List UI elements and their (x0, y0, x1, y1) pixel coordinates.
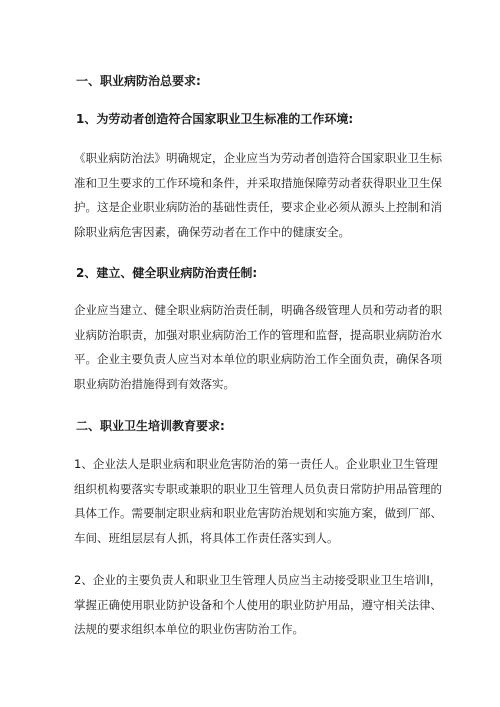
paragraph-line: 企业应当建立、健全职业病防治责任制，明确各级管理人员和劳动者的职 (74, 303, 442, 317)
section-1-item-2-paragraph (74, 298, 442, 396)
section-2-heading: 二、职业卫生培训教育要求: (76, 419, 225, 433)
section-1-item-2-heading: 2、建立、健全职业病防治责任制: (76, 266, 258, 280)
paragraph-line: 护。这是企业职业病防治的基础性责任，要求企业必须从源头上控制和消 (74, 200, 442, 214)
paragraph-line: 2、企业的主要负责人和职业卫生管理人员应当主动接受职业卫生培训I， (74, 573, 442, 587)
section-1-heading: 一、职业病防治总要求: (76, 74, 201, 88)
section-1-item-1-paragraph (74, 146, 442, 244)
paragraph-line: 业病防治职责，加强对职业病防治工作的管理和监督，提高职业病防治水 (74, 327, 442, 342)
paragraph-line: 平。企业主要负责人应当对本单位的职业病防治工作全面负责，确保各项 (74, 352, 442, 366)
paragraph-line: 1、企业法人是职业病和职业危害防治的第一责任人。企业职业卫生管理 (74, 457, 438, 471)
paragraph-line: 除职业病危害因素，确保劳动者在工作中的健康安全。 (74, 224, 350, 239)
section-2-item-2-paragraph (74, 568, 442, 642)
paragraph-line: 法规的要求组织本单位的职业伤害防治工作。 (74, 622, 304, 636)
paragraph-line: 职业病防治措施得到有效落实。 (74, 376, 235, 391)
section-1-item-1-heading: 1、为劳动者创造符合国家职业卫生标准的工作环境: (76, 112, 354, 126)
paragraph-line: 组织机构要落实专职或兼职的职业卫生管理人员负责日常防护用品管理的 (74, 481, 442, 496)
paragraph-line: 准和卫生要求的工作环境和条件，并采取措施保障劳动者获得职业卫生保 (74, 175, 442, 190)
paragraph-line: 《职业病防治法》明确规定，企业应当为劳动者创造符合国家职业卫生标 (74, 151, 442, 165)
paragraph-line: 具体工作。需要制定职业病和职业危害防治规划和实施方案，做到厂部、 (74, 506, 442, 520)
paragraph-line: 车间、班组层层有人抓，将具体工作责任落实到人。 (74, 530, 339, 545)
section-2-item-1-paragraph (74, 452, 442, 550)
paragraph-line: 掌握正确使用职业防护设备和个人使用的职业防护用品，遵守相关法律、 (74, 597, 442, 612)
